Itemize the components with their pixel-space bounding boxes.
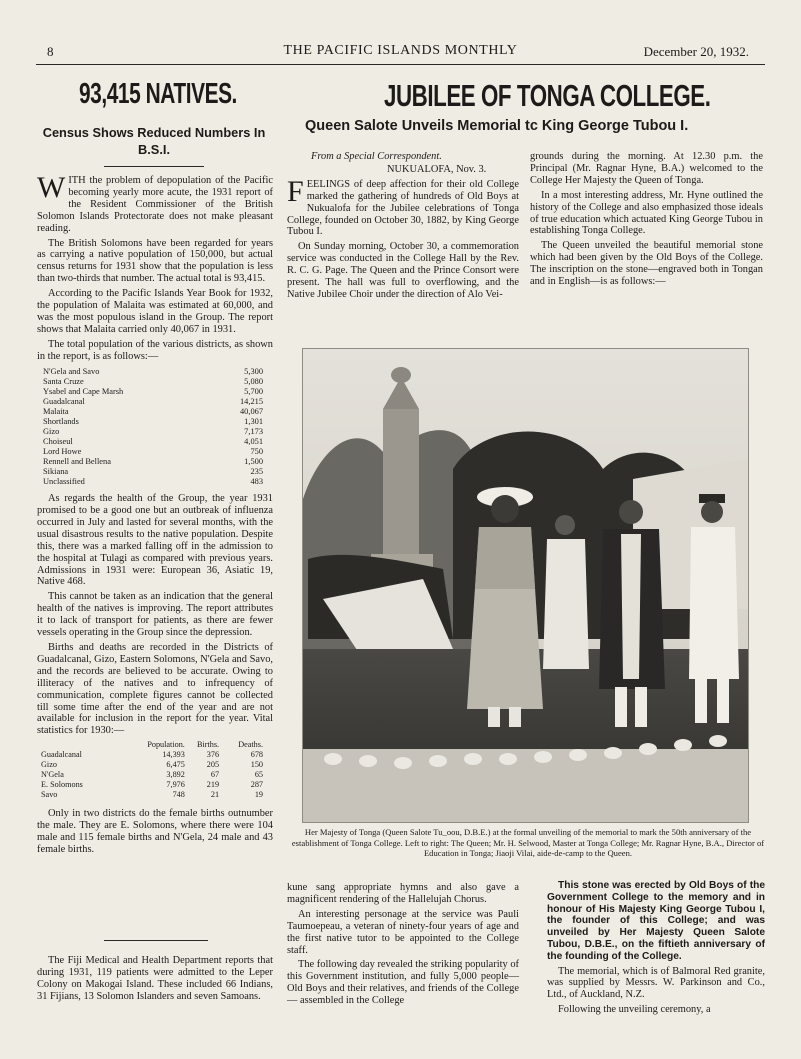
census-paragraph-4: The total population of the various districts, as shown in the report, is as follows:— — [37, 338, 273, 362]
census-paragraph-1-text: ITH the problem of depopulation of the Pacific becoming yearly more acute, the 1931 report of the Resident Commissioner of the British Solomon Islands Protectorate does not make pleasant reading. — [37, 175, 273, 234]
district-name: Malaita — [43, 406, 69, 416]
district-population: 40,067 — [239, 406, 263, 416]
tonga-paragraph-6: kune sang appropriate hymns and also gave a magnificent rendering of the Hallelujah Chorus. — [287, 882, 519, 905]
vital-births: 205 — [206, 760, 220, 770]
vital-row — [37, 780, 273, 790]
district-row — [37, 407, 273, 417]
district-population: 14,215 — [239, 396, 263, 406]
vital-district: Savo — [41, 790, 58, 800]
census-dropcap: W — [37, 171, 66, 204]
district-population: 7,173 — [244, 426, 263, 436]
tonga-paragraph-9: The memorial, which is of Balmoral Red granite, was supplied by Messrs. W. Parkinson and Co., Ltd., of Auckland, N.Z. — [547, 965, 765, 1001]
vital-row — [37, 750, 273, 760]
district-population: 5,300 — [244, 366, 263, 376]
district-row — [37, 397, 273, 407]
tonga-paragraph-5: The Queen unveiled the beautiful memorial stone which had been given by the Old Boys of the College. The inscription on the stone—engraved both in Tongan and in English—is as follows:— — [530, 240, 763, 288]
census-headline: 93,415 NATIVES. — [79, 78, 237, 110]
district-row — [37, 417, 273, 427]
vital-population: 748 — [172, 790, 185, 800]
tonga-paragraph-4: In a most interesting address, Mr. Hyne outlined the history of the College and also emphasized those ideals of true education which actuated King George Tubou in establishing Tonga College. — [530, 189, 763, 237]
census-article-body — [37, 171, 273, 859]
district-name: Unclassified — [43, 476, 85, 486]
vital-statistics-table — [37, 740, 273, 800]
tonga-column-2 — [530, 151, 763, 291]
census-paragraph-5: As regards the health of the Group, the year 1931 promised to be a good one but an outbreak of influenza occurred in July and lasted for several months, with the usual disastrous results to the native population. Despite this, there was a marked falling off in the admission to the hospital at Tulagi as compared with previous years. Admissions in 1931 were: European 36, Asiatic 19, Native 468. — [37, 493, 273, 588]
tonga-paragraph-1-text: EELINGS of deep affection for their old College marked the gathering of hundreds of Old Boys at Nukualofa for the Jubilee celebrations of Tonga College, founded on October 30, 1882, by King George Tubou I. — [287, 178, 519, 238]
tonga-column-1 — [287, 151, 519, 304]
issue-date: December 20, 1932. — [643, 44, 749, 59]
census-subhead: Census Shows Reduced Numbers In B.S.I. — [42, 125, 266, 157]
census-subhead-rule — [104, 166, 204, 167]
district-name: Lord Howe — [43, 446, 82, 456]
census-paragraph-6: This cannot be taken as an indication that the general health of the natives is improving. The report attributes it to lack of transport for patients, as there are fewer vessels operating in the Group since the depression. — [37, 591, 273, 639]
vital-district: Guadalcanal — [41, 750, 82, 760]
census-paragraph-9: The Fiji Medical and Health Department reports that during 1931, 119 patients were admitted to the Leper Colony on Makogai Island. These included 66 Indians, 31 Fijians, 13 Solomon Islanders and seven Samoans. — [37, 955, 273, 1002]
dateline: NUKUALOFA, Nov. 3. — [387, 163, 487, 175]
vital-header-deaths: Deaths. — [238, 740, 263, 750]
district-population: 1,500 — [244, 456, 263, 466]
tonga-column-3 — [287, 882, 519, 1010]
page-number: 8 — [47, 44, 54, 59]
byline: From a Special Correspondent. — [311, 151, 442, 162]
district-row — [37, 377, 273, 387]
page-header — [40, 40, 761, 62]
vital-row — [37, 770, 273, 780]
tonga-dropcap: F — [287, 174, 304, 208]
district-name: Shortlands — [43, 416, 79, 426]
vital-header-births: Births. — [196, 740, 220, 750]
vital-district: Gizo — [41, 760, 57, 770]
tonga-paragraph-7: An interesting personage at the service was Pauli Taumoepeau, a veteran of ninety-four years of age and the first native tutor to be appointed to the College staff. — [287, 908, 519, 956]
photo-illustration — [303, 349, 748, 822]
tonga-subhead: Queen Salote Unveils Memorial tc King George Tubou I. — [305, 118, 689, 134]
vital-population: 7,976 — [166, 780, 185, 790]
vital-row — [37, 760, 273, 770]
district-row — [37, 467, 273, 477]
fiji-note-body — [37, 955, 273, 1006]
vital-district: N'Gela — [41, 770, 64, 780]
vital-births: 67 — [210, 770, 220, 780]
vital-births: 219 — [206, 780, 220, 790]
district-name: Santa Cruze — [43, 376, 84, 386]
district-population: 483 — [250, 476, 263, 486]
tonga-paragraph-2: On Sunday morning, October 30, a commemoration service was conducted in the College Hall by the Rev. R. C. G. Page. The Queen and the Prince Consort were present. The hall was full to overflowing, and the Native Jubilee Choir under the direction of Alo Vei- — [287, 241, 519, 300]
district-row — [37, 427, 273, 437]
unveiling-photograph — [302, 348, 749, 823]
census-paragraph-2: The British Solomons have been regarded for years as carrying a native population of 150,000, but actual census returns for 1931 show that the population is less than two-thirds that number. The actual total is 93,415. — [37, 237, 273, 285]
vital-district: E. Solomons — [41, 780, 83, 790]
district-population: 5,080 — [244, 376, 263, 386]
header-rule — [36, 64, 765, 65]
district-row — [37, 477, 273, 487]
memorial-obelisk — [383, 409, 419, 559]
district-name: N'Gela and Savo — [43, 366, 100, 376]
tonga-paragraph-1 — [287, 174, 519, 239]
district-row — [37, 387, 273, 397]
district-population-table — [37, 367, 273, 488]
tonga-column-4 — [547, 880, 765, 1019]
census-paragraph-8: Only in two districts do the female births outnumber the male. They are E. Solomons, where there were 104 male and 115 female births and N'Gela, 24 male and 43 female births. — [37, 808, 273, 855]
vital-deaths: 678 — [250, 750, 263, 760]
district-row — [37, 367, 273, 377]
vital-header-population: Population. — [147, 740, 185, 750]
district-population: 1,301 — [244, 416, 263, 426]
vital-row — [37, 790, 273, 800]
vital-births: 21 — [210, 790, 220, 800]
district-population: 750 — [250, 446, 263, 456]
district-name: Gizo — [43, 426, 60, 436]
district-name: Sikiana — [43, 466, 69, 476]
district-row — [37, 447, 273, 457]
vital-deaths: 150 — [250, 760, 263, 770]
vital-births: 376 — [206, 750, 220, 760]
district-row — [37, 457, 273, 467]
district-name: Choiseul — [43, 436, 73, 446]
vital-deaths: 287 — [250, 780, 263, 790]
vital-population: 14,393 — [162, 750, 185, 760]
vital-deaths: 65 — [254, 770, 263, 780]
photo-caption: Her Majesty of Tonga (Queen Salote Tu_oou, D.B.E.) at the formal unveiling of the memorial to mark the 50th anniversary of the establishment of Tonga College. Left to right: The Queen; Mr. H. Selwood, Master at Tonga College; Mr. Ragnar Hyne, B.A., Director of Education in Tonga; Jiaoji Vilai, aide-de-camp to the Queen. — [291, 827, 765, 859]
tonga-paragraph-3: grounds during the morning. At 12.30 p.m. the Principal (Mr. Ragnar Hyne, B.A.) welcomed to the College Her Majesty the Queen of Tonga. — [530, 151, 763, 186]
tonga-paragraph-8: The following day revealed the striking popularity of this Government institution, and fully 5,000 people—Old Boys and their relatives, and friends of the College — assembled in the College — [287, 959, 519, 1007]
vital-population: 3,892 — [166, 770, 185, 780]
census-paragraph-7: Births and deaths are recorded in the Districts of Guadalcanal, Gizo, Eastern Solomons, N'Gela and Savo, and the records are believed to be accurate. Owing to illiteracy of the natives and to infrequency of communication, complete figures cannot be collected till some time after the end of the year and are not available for inclusion in the report for the year. Vital statistics for 1930:— — [37, 641, 273, 737]
district-population: 235 — [250, 466, 263, 476]
vital-population: 6,475 — [166, 760, 185, 770]
census-paragraph-3: According to the Pacific Islands Year Book for 1932, the population of Malaita was estimated at 60,000, and was the most populous island in the Group. The report shows that Malaita carried only 40,067 in 1931. — [37, 288, 273, 335]
publication-title: THE PACIFIC ISLANDS MONTHLY — [283, 43, 518, 58]
district-name: Guadalcanal — [43, 396, 85, 406]
district-row — [37, 437, 273, 447]
district-name: Ysabel and Cape Marsh — [43, 386, 124, 396]
district-population: 4,051 — [244, 436, 263, 446]
census-paragraph-1 — [37, 171, 273, 235]
district-name: Rennell and Bellena — [43, 456, 111, 466]
vital-deaths: 19 — [254, 790, 263, 800]
district-population: 5,700 — [244, 386, 263, 396]
memorial-inscription: This stone was erected by Old Boys of the Government College to the memory and in honour of His Majesty King George Tubou I, the founder of this College; and was unveiled by Her Majesty Queen Salote Tubou, D.B.E., on the fiftieth anniversary of the founding of the College. — [547, 880, 765, 962]
tonga-paragraph-10: Following the unveiling ceremony, a — [558, 1004, 711, 1016]
tonga-headline: JUBILEE OF TONGA COLLEGE. — [384, 78, 711, 113]
section-divider-rule — [104, 940, 208, 941]
